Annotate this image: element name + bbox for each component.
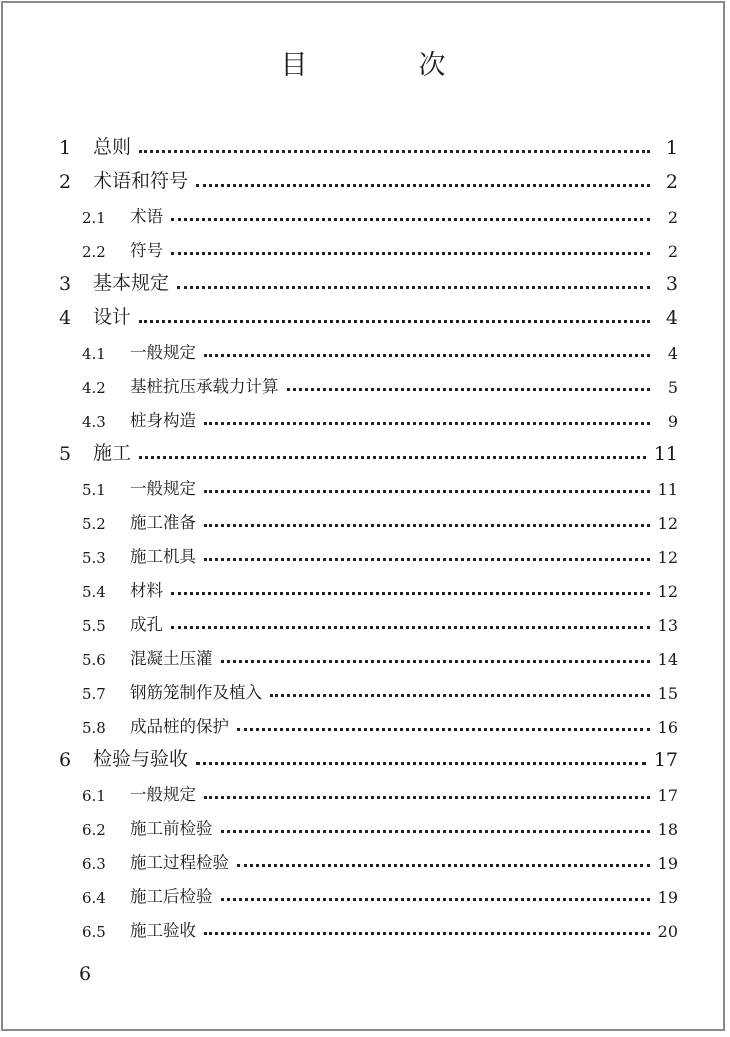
toc-entry-label: 术语 (130, 207, 163, 226)
dot-leader (139, 456, 646, 459)
toc-entry-label: 总则 (93, 136, 132, 158)
dot-leader (270, 694, 650, 697)
toc-entry-label: 一般规定 (130, 343, 196, 362)
toc-entry-number: 6.4 (82, 889, 106, 907)
toc-entry-label: 一般规定 (130, 479, 196, 498)
toc-section-entry[interactable] (59, 397, 678, 431)
dot-leader (204, 796, 650, 799)
toc-entry-label: 钢筋笼制作及植入 (130, 683, 262, 702)
toc-entry-number: 5.7 (82, 685, 106, 703)
toc-chapter-entry[interactable] (59, 125, 678, 159)
toc-entry-number: 5.3 (82, 549, 106, 567)
toc-entry-label: 成品桩的保护 (130, 717, 229, 736)
toc-entry-page-number: 2 (667, 242, 678, 261)
dot-leader (204, 422, 650, 425)
page-title: 目 次 (280, 50, 488, 81)
toc-section-entry[interactable] (59, 873, 678, 907)
toc-section-entry[interactable] (59, 839, 678, 873)
toc-chapter-entry[interactable] (59, 431, 678, 465)
toc-entry-page-number: 17 (653, 749, 678, 771)
toc-chapter-entry[interactable] (59, 159, 678, 193)
toc-entry-number: 6 (59, 749, 72, 771)
toc-entry-label: 施工准备 (130, 513, 196, 532)
toc-entry-label: 材料 (130, 581, 163, 600)
dot-leader (287, 388, 651, 391)
toc-entry-number: 5.2 (82, 515, 106, 533)
dot-leader (171, 252, 650, 255)
toc-entry-number: 4.1 (82, 345, 106, 363)
toc-entry-page-number: 11 (657, 480, 678, 499)
toc-entry-page-number: 17 (657, 786, 678, 805)
toc-entry-number: 3 (59, 273, 72, 295)
dot-leader (204, 354, 650, 357)
toc-section-entry[interactable] (59, 805, 678, 839)
toc-entry-number: 2.2 (82, 243, 106, 261)
toc-entry-page-number: 1 (665, 137, 678, 159)
toc-entry-label: 一般规定 (130, 785, 196, 804)
toc-entry-label: 成孔 (130, 615, 163, 634)
dot-leader (204, 490, 650, 493)
toc-entry-number: 5.8 (82, 719, 106, 737)
toc-entry-page-number: 2 (667, 208, 678, 227)
toc-entry-page-number: 3 (665, 273, 678, 295)
dot-leader (221, 898, 650, 901)
toc-entry-page-number: 18 (657, 820, 678, 839)
toc-entry-page-number: 16 (657, 718, 678, 737)
dot-leader (204, 932, 650, 935)
toc-entry-label: 基桩抗压承载力计算 (130, 377, 279, 396)
toc-entry-page-number: 12 (657, 548, 678, 567)
toc-entry-page-number: 11 (653, 443, 678, 465)
toc-section-entry[interactable] (59, 635, 678, 669)
toc-entry-label: 符号 (130, 241, 163, 260)
toc-section-entry[interactable] (59, 567, 678, 601)
toc-entry-page-number: 9 (667, 412, 678, 431)
dot-leader (237, 728, 650, 731)
toc-entry-number: 2.1 (82, 209, 106, 227)
toc-entry-label: 施工机具 (130, 547, 196, 566)
toc-entry-page-number: 14 (657, 650, 678, 669)
toc-entry-number: 5 (59, 443, 72, 465)
toc-entry-number: 5.6 (82, 651, 106, 669)
dot-leader (204, 524, 650, 527)
toc-section-entry[interactable] (59, 601, 678, 635)
toc-entry-page-number: 4 (667, 344, 678, 363)
toc-entry-number: 6.3 (82, 855, 106, 873)
toc-entry-number: 6.5 (82, 923, 106, 941)
toc-section-entry[interactable] (59, 227, 678, 261)
toc-entry-page-number: 15 (657, 684, 678, 703)
footer-page-number: 6 (79, 963, 92, 985)
toc-entry-label: 设计 (93, 306, 132, 328)
toc-entry-page-number: 19 (657, 854, 678, 873)
dot-leader (204, 558, 650, 561)
dot-leader (139, 150, 650, 153)
toc-entry-number: 1 (59, 137, 72, 159)
dot-leader (196, 184, 650, 187)
dot-leader (139, 320, 650, 323)
toc-chapter-entry[interactable] (59, 261, 678, 295)
document-page (1, 1, 725, 1031)
toc-entry-page-number: 5 (667, 378, 678, 397)
table-of-contents (59, 125, 678, 941)
toc-entry-label: 桩身构造 (130, 411, 196, 430)
toc-section-entry[interactable] (59, 193, 678, 227)
toc-entry-number: 6.2 (82, 821, 106, 839)
toc-entry-number: 5.1 (82, 481, 106, 499)
toc-entry-page-number: 20 (657, 922, 678, 941)
toc-section-entry[interactable] (59, 499, 678, 533)
dot-leader (221, 830, 650, 833)
dot-leader (196, 762, 646, 765)
toc-chapter-entry[interactable] (59, 737, 678, 771)
toc-entry-number: 5.5 (82, 617, 106, 635)
dot-leader (237, 864, 650, 867)
toc-entry-page-number: 2 (665, 171, 678, 193)
toc-section-entry[interactable] (59, 363, 678, 397)
dot-leader (171, 626, 650, 629)
toc-section-entry[interactable] (59, 669, 678, 703)
toc-section-entry[interactable] (59, 465, 678, 499)
toc-entry-page-number: 12 (657, 514, 678, 533)
toc-entry-page-number: 19 (657, 888, 678, 907)
toc-entry-label: 混凝土压灌 (130, 649, 213, 668)
toc-entry-label: 施工 (93, 442, 132, 464)
toc-entry-label: 施工前检验 (130, 819, 213, 838)
dot-leader (177, 286, 650, 289)
toc-entry-label: 施工验收 (130, 921, 196, 940)
dot-leader (171, 218, 650, 221)
toc-section-entry[interactable] (59, 703, 678, 737)
toc-entry-number: 4.2 (82, 379, 106, 397)
toc-entry-number: 4.3 (82, 413, 106, 431)
toc-section-entry[interactable] (59, 533, 678, 567)
dot-leader (171, 592, 650, 595)
toc-section-entry[interactable] (59, 771, 678, 805)
toc-entry-label: 施工过程检验 (130, 853, 229, 872)
toc-entry-page-number: 13 (657, 616, 678, 635)
toc-entry-label: 术语和符号 (93, 170, 189, 192)
toc-entry-number: 4 (59, 307, 72, 329)
toc-entry-label: 检验与验收 (93, 748, 189, 770)
toc-entry-label: 施工后检验 (130, 887, 213, 906)
toc-entry-number: 5.4 (82, 583, 106, 601)
toc-section-entry[interactable] (59, 907, 678, 941)
toc-entry-number: 6.1 (82, 787, 106, 805)
toc-entry-page-number: 4 (665, 307, 678, 329)
toc-entry-number: 2 (59, 171, 72, 193)
toc-section-entry[interactable] (59, 329, 678, 363)
toc-chapter-entry[interactable] (59, 295, 678, 329)
toc-entry-label: 基本规定 (93, 272, 170, 294)
dot-leader (221, 660, 650, 663)
toc-entry-page-number: 12 (657, 582, 678, 601)
